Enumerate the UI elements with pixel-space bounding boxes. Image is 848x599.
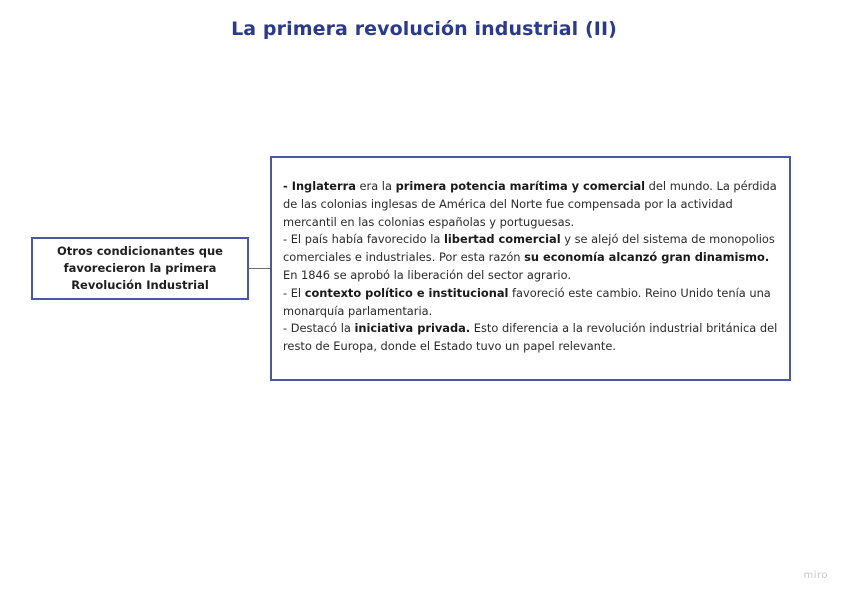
connector-line: [249, 268, 271, 269]
text-run: favoreció este cambio. Reino Unido tenía una monarquía parlamentaria.: [283, 285, 771, 318]
text-run: Esto diferencia a la revolución industrial británica del resto de Europa, donde el Estado tuvo un papel relevante.: [283, 321, 778, 354]
bold-text: Inglaterra: [291, 179, 356, 193]
topic-node-label: Otros condicionantes que favorecieron la primera Revolución Industrial: [57, 244, 223, 292]
text-run: del mundo. La pérdida de las colonias inglesas de América del Norte fue compensada por la actividad mercantil en las colonias españolas y portuguesas.: [283, 179, 777, 229]
text-run: y se alejó del sistema de monopolios comerciales e industriales. Por esta razón: [283, 232, 775, 265]
text-run: era la: [355, 179, 396, 193]
text-run: - Destacó la: [283, 321, 355, 336]
bold-text: su economía alcanzó gran dinamismo.: [524, 250, 770, 265]
miro-logo: miro: [803, 570, 828, 581]
detail-paragraph: [283, 178, 779, 231]
bold-text: contexto político e institucional: [304, 285, 509, 300]
board-title: La primera revolución industrial (II): [231, 18, 617, 40]
detail-paragraph: [283, 231, 779, 284]
bold-text: -: [283, 179, 292, 193]
bold-text: iniciativa privada.: [354, 321, 471, 336]
text-run: En 1846 se aprobó la liberación del sector agrario.: [283, 267, 571, 282]
detail-paragraph: [283, 285, 779, 321]
bold-text: primera potencia marítima y comercial: [395, 179, 646, 193]
text-run: - El: [283, 285, 305, 300]
detail-paragraph: [283, 320, 779, 356]
topic-node-conditions[interactable]: [31, 237, 249, 300]
text-run: - El país había favorecido la: [283, 232, 444, 247]
detail-node[interactable]: [270, 156, 791, 381]
bold-text: libertad comercial: [444, 232, 561, 247]
detail-node-text: [283, 178, 779, 356]
